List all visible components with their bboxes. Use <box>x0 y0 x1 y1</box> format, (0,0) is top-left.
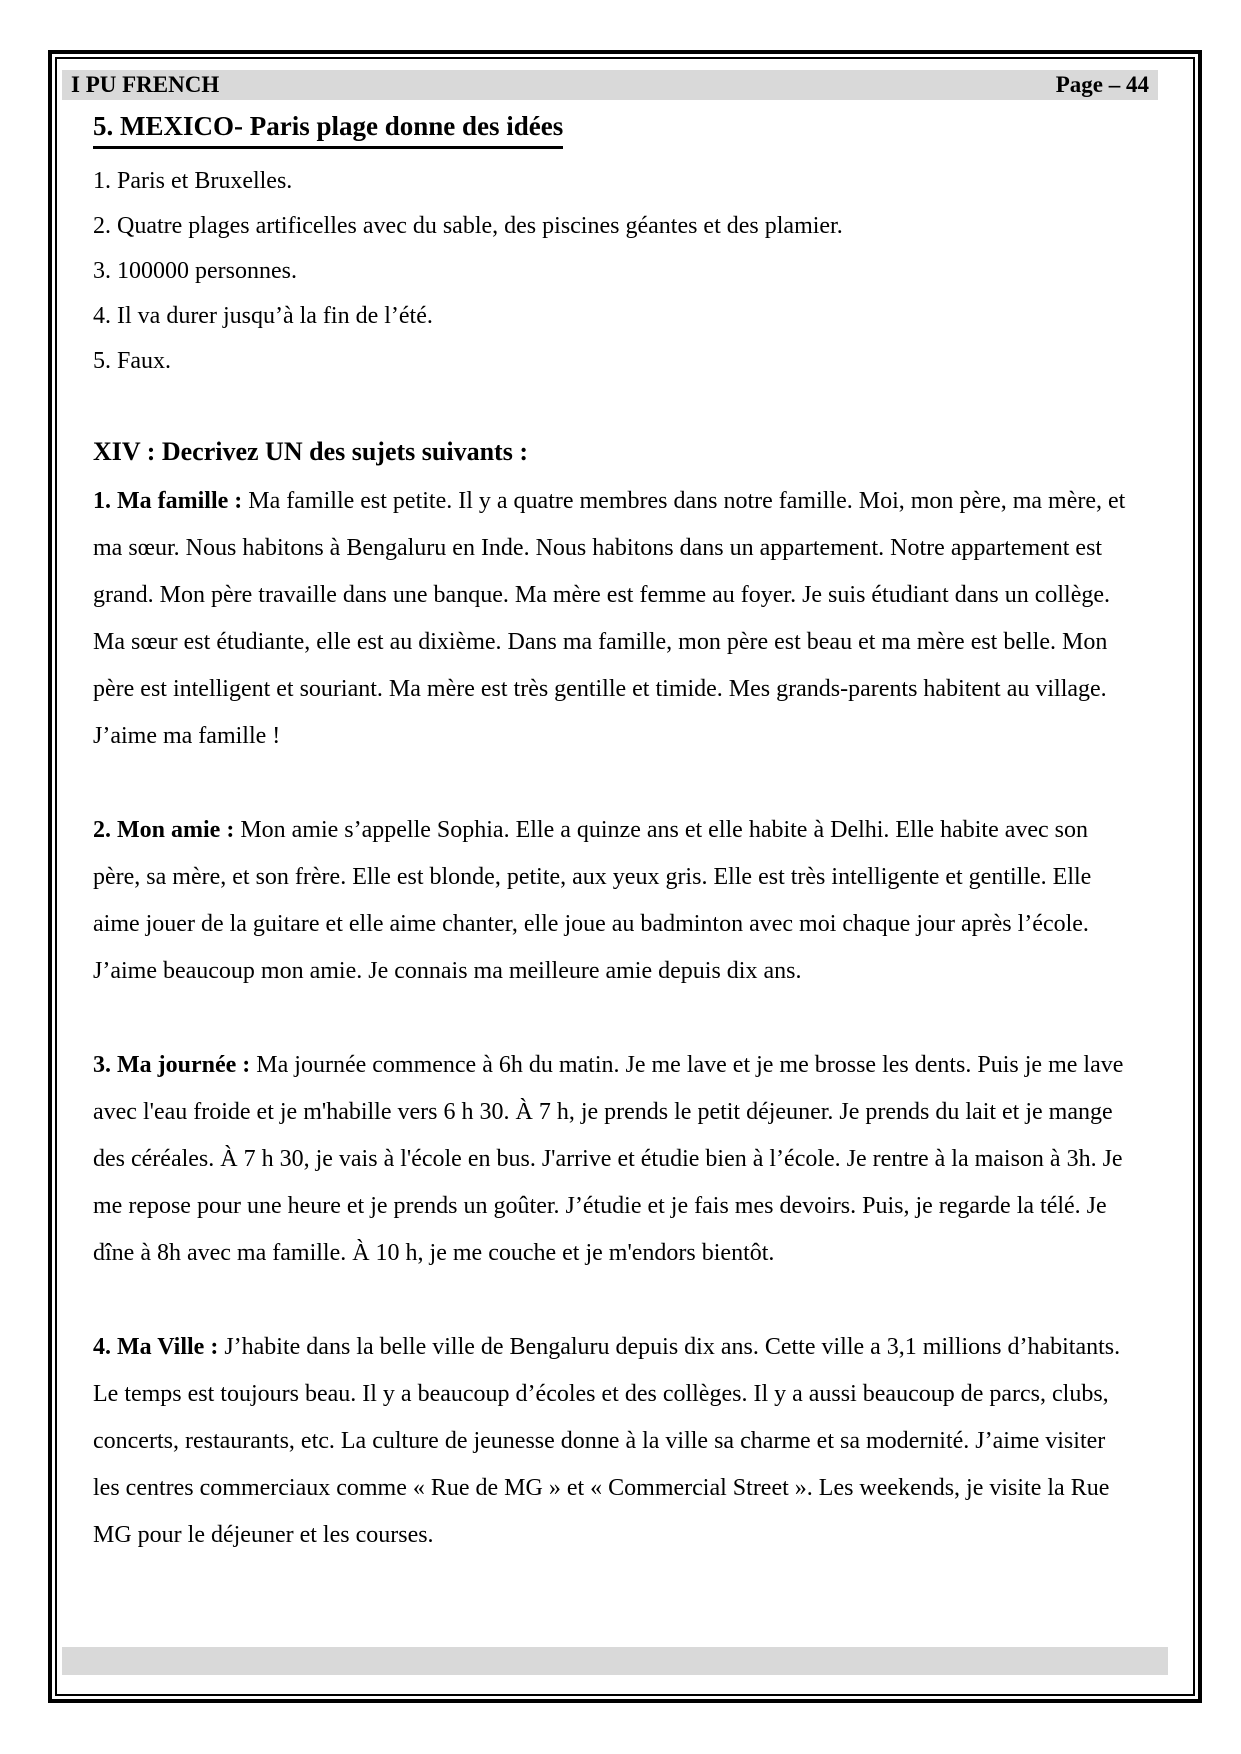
section-heading: XIV : Decrivez UN des sujets suivants : <box>93 437 528 466</box>
essay-mon-amie <box>93 807 1127 995</box>
page-content <box>57 100 1193 1559</box>
answer-line-3: 3. 100000 personnes. <box>93 258 297 284</box>
essay-ma-ville <box>93 1324 1127 1559</box>
essay-label-ma-ville: 4. Ma Ville : <box>93 1334 219 1360</box>
answer-line-5: 5. Faux. <box>93 348 171 374</box>
essay-ma-famille <box>93 478 1127 760</box>
answer-line-4: 4. Il va durer jusqu’à la fin de l’été. <box>93 303 433 329</box>
header-course-title: I PU FRENCH <box>71 72 220 97</box>
essay-label-mon-amie: 2. Mon amie : <box>93 817 235 843</box>
essay-ma-journee <box>93 1042 1127 1277</box>
page-border <box>48 50 1202 1703</box>
essay-label-ma-famille: 1. Ma famille : <box>93 488 243 514</box>
header-page-number: Page – 44 <box>1055 72 1149 97</box>
essay-label-ma-journee: 3. Ma journée : <box>93 1052 251 1078</box>
page <box>55 57 1195 1696</box>
essay-text-ma-journee: Ma journée commence à 6h du matin. Je me lave et je me brosse les dents. Puis je me lave avec l'eau froide et je m'habille vers 6 h 30. À 7 h, je prends le petit déjeuner. Je prends du lait et je mange des céréales. À 7 h 30, je vais à l'école en bus. J'arrive et étudie bien à l’école. Je rentre à la maison à 3h. Je me repose pour une heure et je prends un goûter. J’étudie et je fais mes devoirs. Puis, je regarde la télé. Je dîne à 8h avec ma famille. À 10 h, je me couche et je m'endors bientôt. <box>93 1052 1124 1266</box>
answer-line-2: 2. Quatre plages artificelles avec du sable, des piscines géantes et des plamier. <box>93 213 843 239</box>
essay-text-mon-amie: Mon amie s’appelle Sophia. Elle a quinze ans et elle habite à Delhi. Elle habite avec son père, sa mère, et son frère. Elle est blonde, petite, aux yeux gris. Elle est très intelligente et gentille. Elle aime jouer de la guitare et elle aime chanter, elle joue au badminton avec moi chaque jour après l’école. J’aime beaucoup mon amie. Je connais ma meilleure amie depuis dix ans. <box>93 817 1092 984</box>
page-header-bar <box>62 70 1158 100</box>
answer-line-1: 1. Paris et Bruxelles. <box>93 168 293 194</box>
lesson-title-text: 5. MEXICO- Paris plage donne des idées <box>93 108 563 149</box>
page-footer-bar <box>62 1647 1168 1675</box>
essay-text-ma-ville: J’habite dans la belle ville de Bengaluru depuis dix ans. Cette ville a 3,1 millions d’habitants. Le temps est toujours beau. Il y a beaucoup d’écoles et des collèges. Il y a aussi beaucoup de parcs, clubs, concerts, restaurants, etc. La culture de jeunesse donne à la ville sa charme et sa modernité. J’aime visiter les centres commerciaux comme « Rue de MG » et « Commercial Street ». Les weekends, je visite la Rue MG pour le déjeuner et les courses. <box>93 1334 1121 1548</box>
lesson-title <box>93 108 1127 149</box>
essay-text-ma-famille: Ma famille est petite. Il y a quatre membres dans notre famille. Moi, mon père, ma mère, et ma sœur. Nous habitons à Bengaluru en Inde. Nous habitons dans un appartement. Notre appartement est grand. Mon père travaille dans une banque. Ma mère est femme au foyer. Je suis étudiant dans un collège. Ma sœur est étudiante, elle est au dixième. Dans ma famille, mon père est beau et ma mère est belle. Mon père est intelligent et souriant. Ma mère est très gentille et timide. Mes grands-parents habitent au village. J’aime ma famille ! <box>93 488 1126 749</box>
